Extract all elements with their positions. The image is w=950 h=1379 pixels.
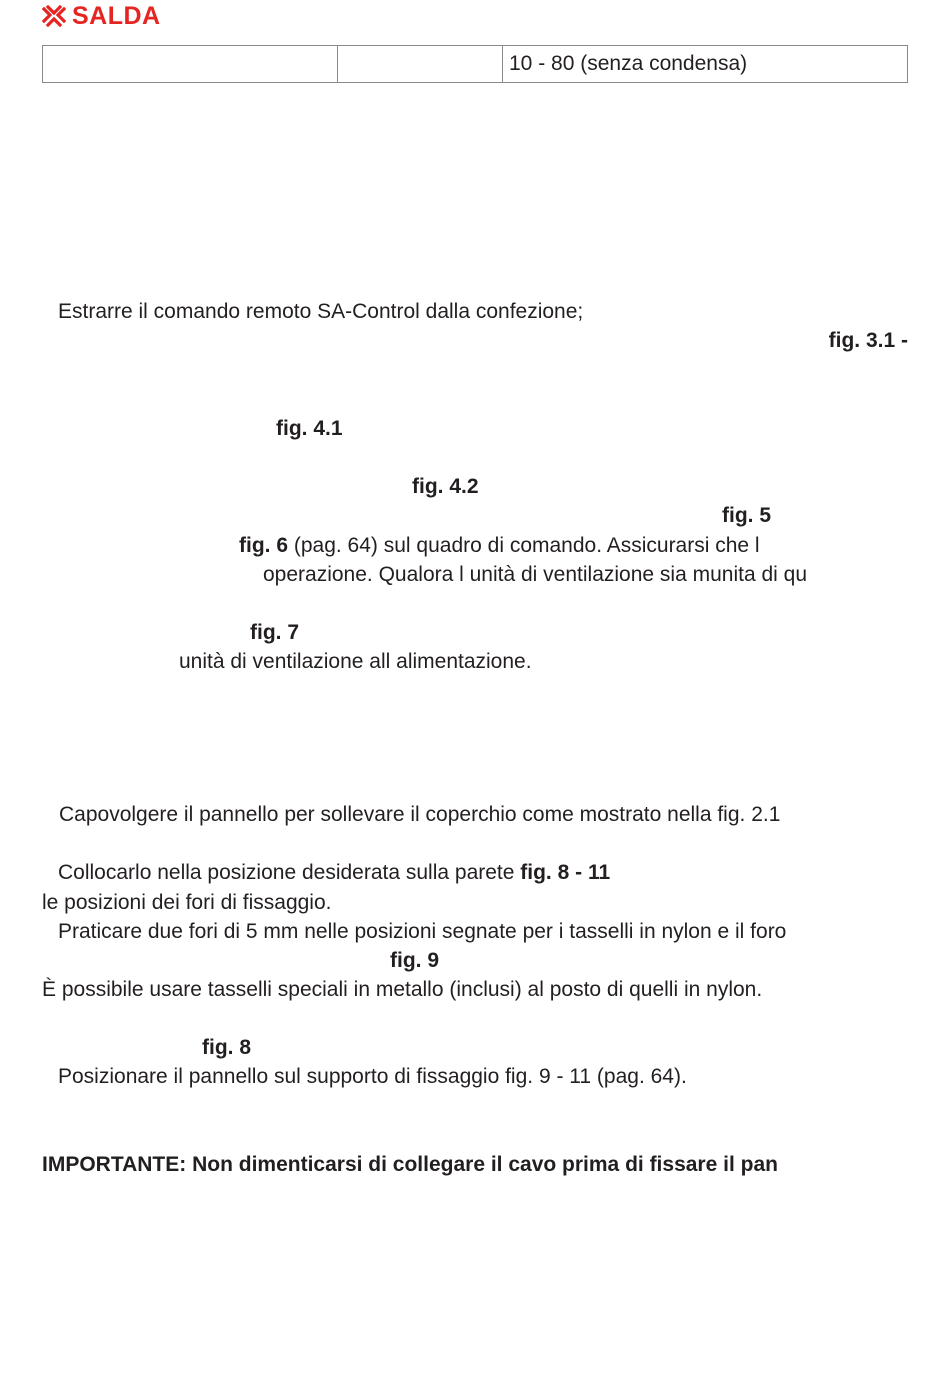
table-cell bbox=[338, 46, 503, 83]
text-line bbox=[58, 862, 610, 883]
table-row bbox=[43, 46, 908, 83]
brand-logo bbox=[42, 3, 161, 29]
salda-logo-icon bbox=[42, 5, 66, 27]
text-fragment: Collocarlo nella posizione desiderata sulla parete bbox=[58, 861, 521, 884]
figure-reference: fig. 8 bbox=[202, 1036, 252, 1059]
figure-reference: fig. 8 - 11 bbox=[520, 861, 611, 884]
spec-table bbox=[42, 45, 908, 83]
important-note: IMPORTANTE: Non dimenticarsi di collegare il cavo prima di fissare il pan bbox=[42, 1153, 778, 1176]
figure-reference: fig. 5 bbox=[722, 504, 772, 527]
table-cell: 10 - 80 (senza condensa) bbox=[503, 46, 908, 83]
text-line bbox=[239, 535, 760, 556]
text-line: È possibile usare tasselli speciali in metallo (inclusi) al posto di quelli in nylon. bbox=[42, 978, 763, 1001]
table-cell bbox=[43, 46, 338, 83]
text-line: Posizionare il pannello sul supporto di fissaggio fig. 9 - 11 (pag. 64). bbox=[58, 1065, 687, 1088]
text-line: le posizioni dei fori di fissaggio. bbox=[42, 891, 332, 914]
text-line: Estrarre il comando remoto SA-Control dalla confezione; bbox=[58, 300, 584, 323]
figure-reference: fig. 3.1 - bbox=[828, 329, 908, 352]
text-line: unità di ventilazione all alimentazione. bbox=[179, 650, 532, 673]
figure-reference: fig. 4.1 bbox=[276, 417, 343, 440]
figure-reference: fig. 4.2 bbox=[412, 475, 479, 498]
text-line: Praticare due fori di 5 mm nelle posizioni segnate per i tasselli in nylon e il foro bbox=[58, 920, 787, 943]
figure-reference: fig. 6 bbox=[239, 534, 289, 557]
text-line: operazione. Qualora l unità di ventilazione sia munita di qu bbox=[263, 563, 808, 586]
text-line: Capovolgere il pannello per sollevare il coperchio come mostrato nella fig. 2.1 bbox=[59, 803, 781, 826]
brand-name: SALDA bbox=[72, 1, 161, 30]
figure-reference: fig. 9 bbox=[390, 949, 440, 972]
figure-reference: fig. 7 bbox=[250, 621, 300, 644]
text-fragment: (pag. 64) sul quadro di comando. Assicurarsi che l bbox=[288, 534, 760, 557]
